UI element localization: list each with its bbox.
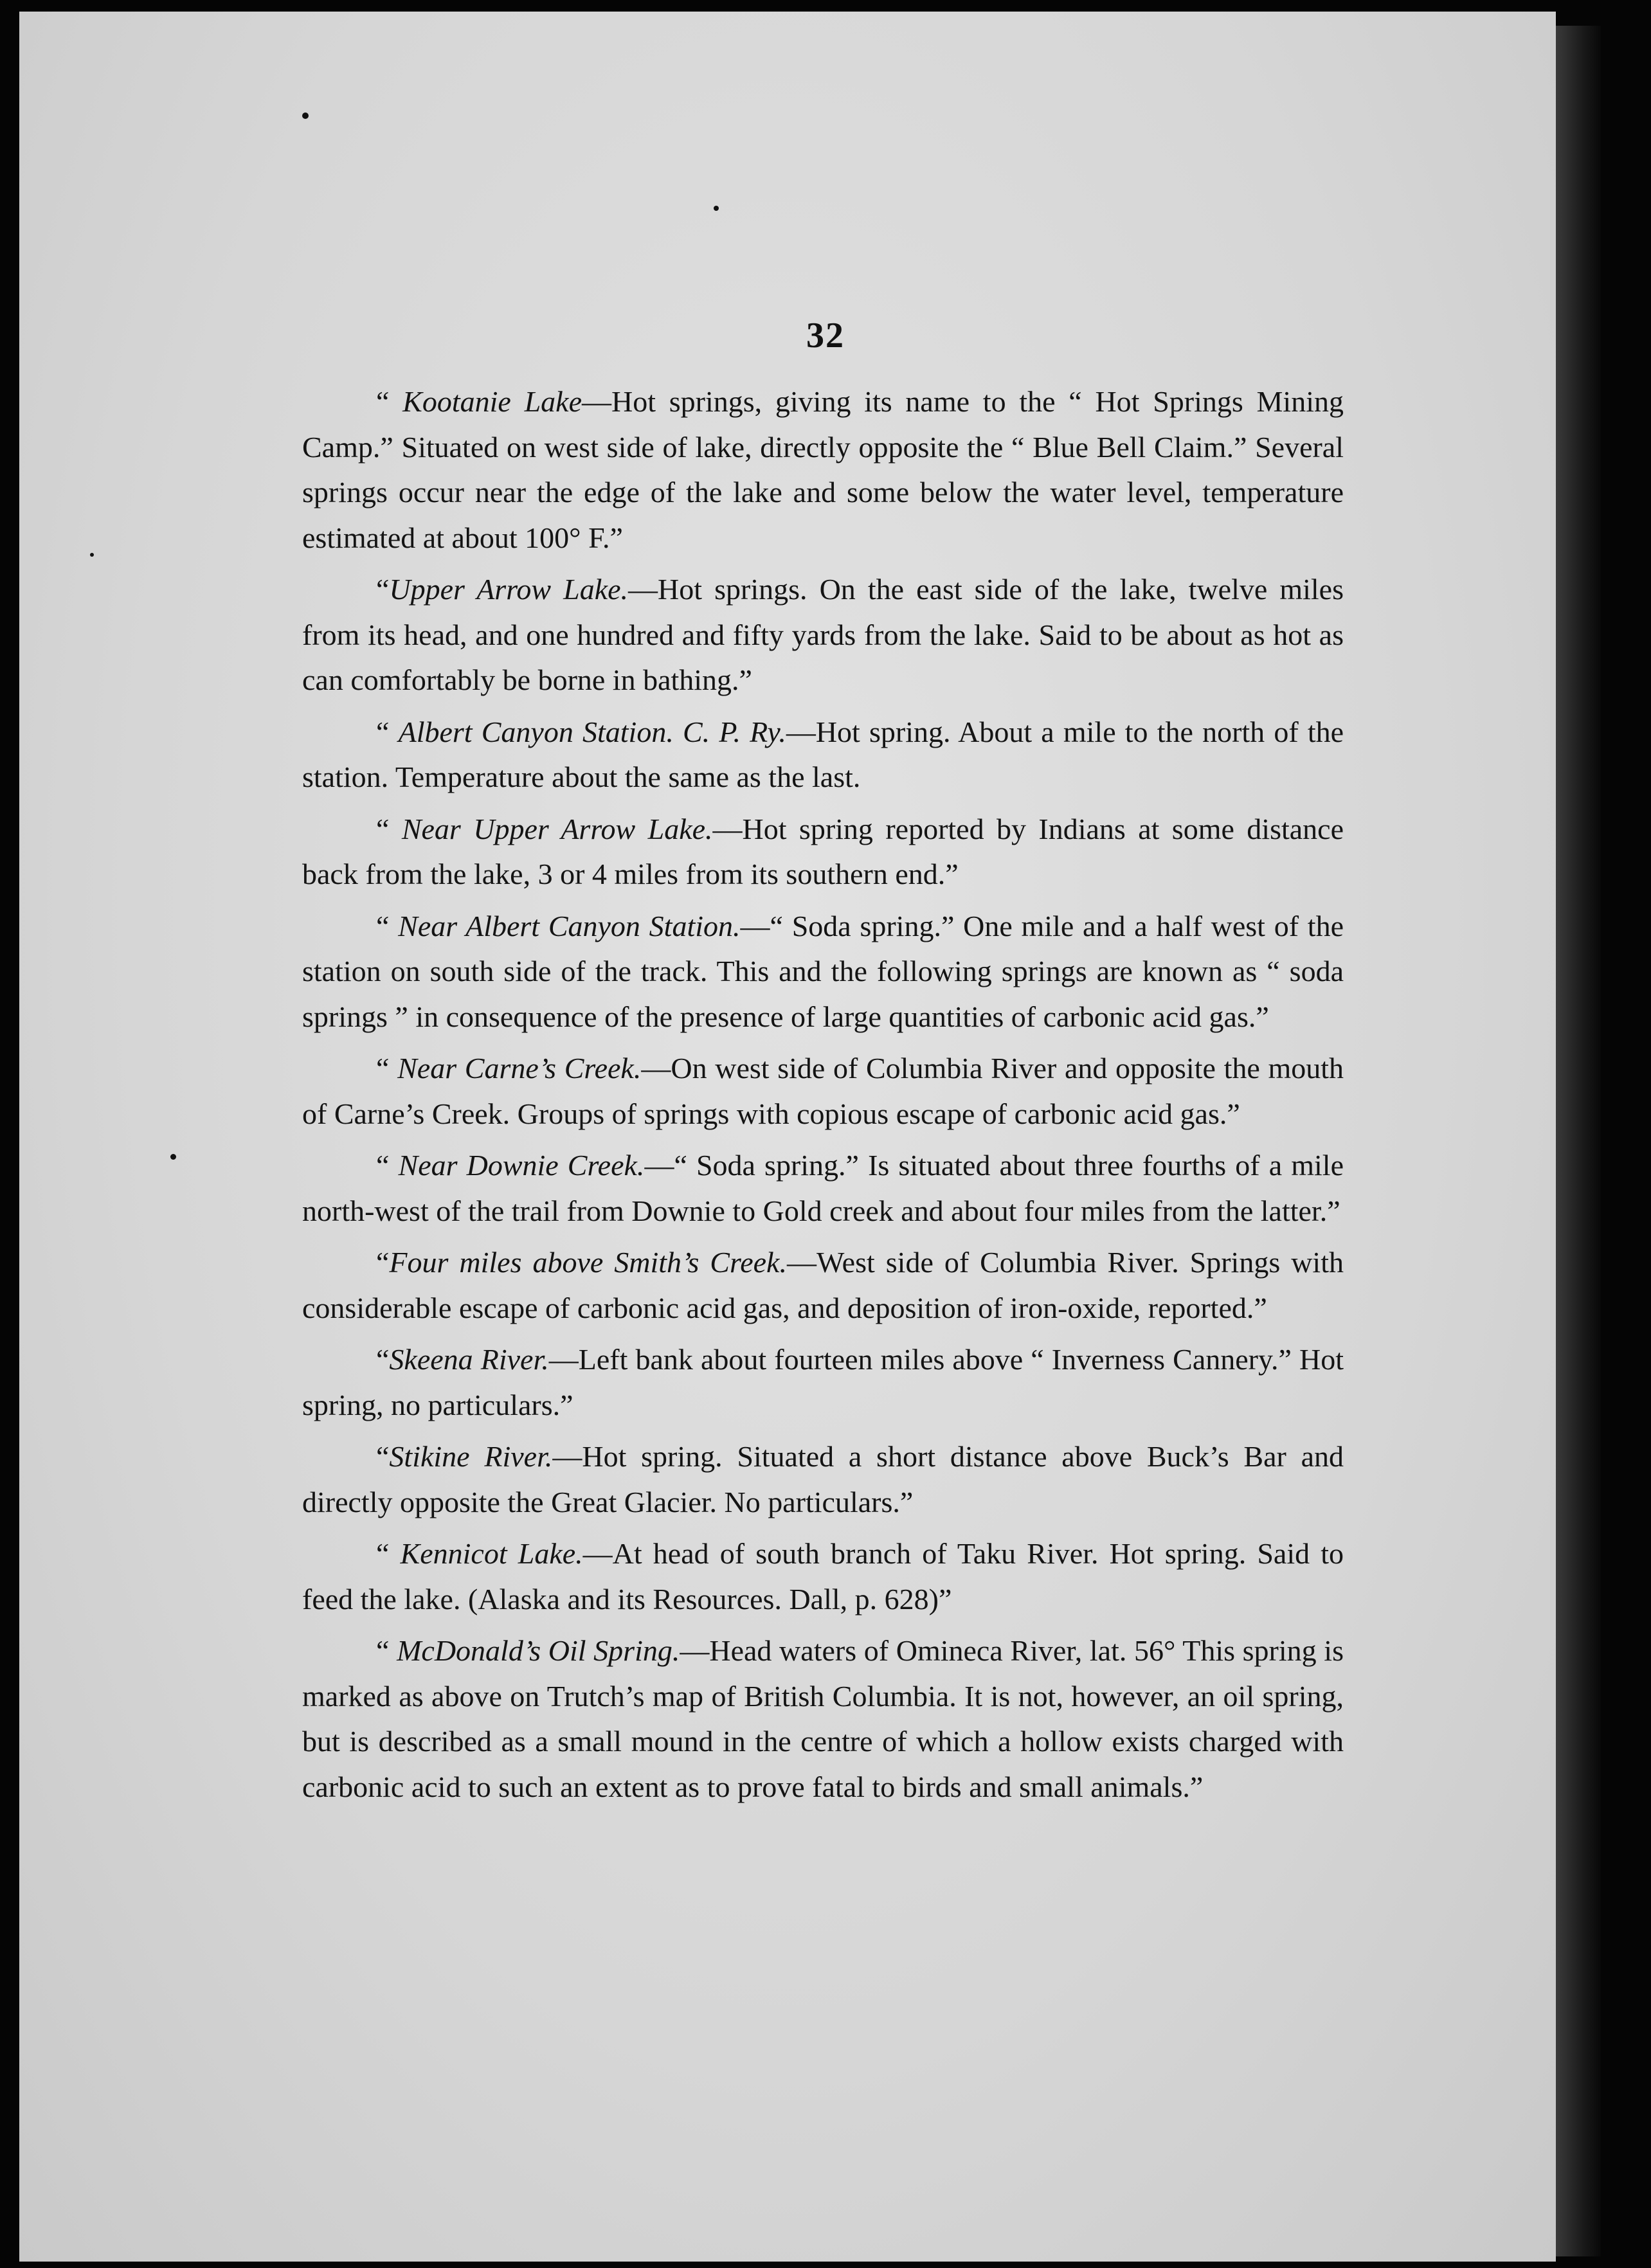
entry-body: —“ Soda spring.” Is situated about three fourths of a mile north-west of the trail from Downie to Gold creek and about four miles from the latter.” <box>302 1149 1344 1227</box>
entry-heading: Near Carne’s Creek. <box>397 1052 642 1084</box>
entry-mcdonalds-oil-spring: “ McDonald’s Oil Spring.—Head waters of Omineca River, lat. 56° This spring is marked as above on Trutch’s map of British Columbia. It is not, however, an oil spring, but is described as a small mound in the centre of which a hollow exists charged with carbonic acid to such an extent as to prove fatal to birds and small animals.” <box>302 1634 1344 1803</box>
entry-body: —Left bank about fourteen miles above “ Inverness Cannery.” Hot spring, no particulars.” <box>302 1343 1344 1421</box>
page-number: 32 <box>806 316 845 356</box>
entry-heading: Kennicot Lake. <box>400 1537 583 1570</box>
entry-kennicot-lake: “ Kennicot Lake.—At head of south branch of Taku River. Hot spring. Said to feed the lake. (Alaska and its Resources. Dall, p. 628)” <box>302 1537 1344 1616</box>
entry-heading: Near Albert Canyon Station. <box>398 909 741 942</box>
entry-body: —Hot spring. About a mile to the north of the station. Temperature about the same as the last. <box>302 715 1344 793</box>
entry-four-miles-above-smiths-creek: “Four miles above Smith’s Creek.—West side of Columbia River. Springs with considerable escape of carbonic acid gas, and deposition of iron-oxide, reported.” <box>302 1246 1344 1324</box>
entry-body: —Hot springs. On the east side of the lake, twelve miles from its head, and one hundred and fifty yards from the lake. Said to be about as hot as can comfortably be borne in bathing.” <box>302 573 1344 696</box>
entry-near-upper-arrow-lake: “ Near Upper Arrow Lake.—Hot spring reported by Indians at some distance back from the lake, 3 or 4 miles from its southern end.” <box>302 812 1344 890</box>
entry-body: —Hot spring. Situated a short distance above Buck’s Bar and directly opposite the Great Glacier. No particulars.” <box>302 1440 1344 1518</box>
entry-body: —Hot springs, giving its name to the “ Hot Springs Mining Camp.” Situated on west side of lake, directly opposite the “ Blue Bell Claim.” Several springs occur near the edge of the lake and some below the water level, temperature estimated at about 100° F.” <box>302 385 1344 554</box>
entry-near-carnes-creek: “ Near Carne’s Creek.—On west side of Columbia River and opposite the mouth of Carne’s Creek. Groups of springs with copious escape of carbonic acid gas.” <box>302 1052 1344 1130</box>
entry-upper-arrow-lake: “Upper Arrow Lake.—Hot springs. On the east side of the lake, twelve miles from its head, and one hundred and fifty yards from the lake. Said to be about as hot as can comfortably be borne in bathing.” <box>302 573 1344 696</box>
speck <box>302 113 309 119</box>
entry-body: —At head of south branch of Taku River. Hot spring. Said to feed the lake. (Alaska and its Resources. Dall, p. 628)” <box>302 1537 1344 1616</box>
entry-stikine-river: “Stikine River.—Hot spring. Situated a short distance above Buck’s Bar and directly opposite the Great Glacier. No particulars.” <box>302 1440 1344 1518</box>
page-edge-shadow <box>1556 26 1601 2256</box>
entry-heading: Four miles above Smith’s Creek. <box>389 1246 787 1279</box>
entry-heading: Upper Arrow Lake. <box>389 573 629 606</box>
speck <box>170 1154 176 1160</box>
entry-heading: Skeena River. <box>389 1343 549 1376</box>
body-text <box>302 379 1344 1810</box>
speck <box>714 206 719 211</box>
entry-body: —Head waters of Omineca River, lat. 56° This spring is marked as above on Trutch’s map of British Columbia. It is not, however, an oil spring, but is described as a small mound in the centre of which a hollow exists charged with carbonic acid to such an extent as to prove fatal to birds and small animals.” <box>302 1634 1344 1803</box>
speck <box>90 553 94 557</box>
entry-albert-canyon-station: “ Albert Canyon Station. C. P. Ry.—Hot spring. About a mile to the north of the station. Temperature about the same as the last. <box>302 715 1344 793</box>
entry-heading: Stikine River. <box>389 1440 553 1473</box>
entry-near-downie-creek: “ Near Downie Creek.—“ Soda spring.” Is situated about three fourths of a mile north-west of the trail from Downie to Gold creek and about four miles from the latter.” <box>302 1149 1344 1227</box>
entry-heading: Near Upper Arrow Lake. <box>401 812 713 845</box>
entry-heading: Albert Canyon Station. C. P. Ry. <box>398 715 786 748</box>
entry-near-albert-canyon: “ Near Albert Canyon Station.—“ Soda spring.” One mile and a half west of the station on south side of the track. This and the following springs are known as “ soda springs ” in consequence of the presence of large quantities of carbonic acid gas.” <box>302 909 1344 1033</box>
entry-heading: Kootanie Lake <box>402 385 582 418</box>
entry-heading: McDonald’s Oil Spring. <box>397 1634 680 1667</box>
entry-body: —On west side of Columbia River and opposite the mouth of Carne’s Creek. Groups of springs with copious escape of carbonic acid gas.” <box>302 1052 1344 1130</box>
entry-body: —“ Soda spring.” One mile and a half west of the station on south side of the track. This and the following springs are known as “ soda springs ” in consequence of the presence of large quantities of carbonic acid gas.” <box>302 909 1344 1033</box>
entry-body: —West side of Columbia River. Springs with considerable escape of carbonic acid gas, and deposition of iron-oxide, reported.” <box>302 1246 1344 1324</box>
entry-body: —Hot spring reported by Indians at some distance back from the lake, 3 or 4 miles from its southern end.” <box>302 812 1344 890</box>
entry-skeena-river: “Skeena River.—Left bank about fourteen miles above “ Inverness Cannery.” Hot spring, no particulars.” <box>302 1343 1344 1421</box>
entry-kootanie-lake: “ Kootanie Lake—Hot springs, giving its name to the “ Hot Springs Mining Camp.” Situated on west side of lake, directly opposite the “ Blue Bell Claim.” Several springs occur near the edge of the lake and some below the water level, temperature estimated at about 100° F.” <box>302 385 1344 554</box>
entry-heading: Near Downie Creek. <box>398 1149 645 1182</box>
